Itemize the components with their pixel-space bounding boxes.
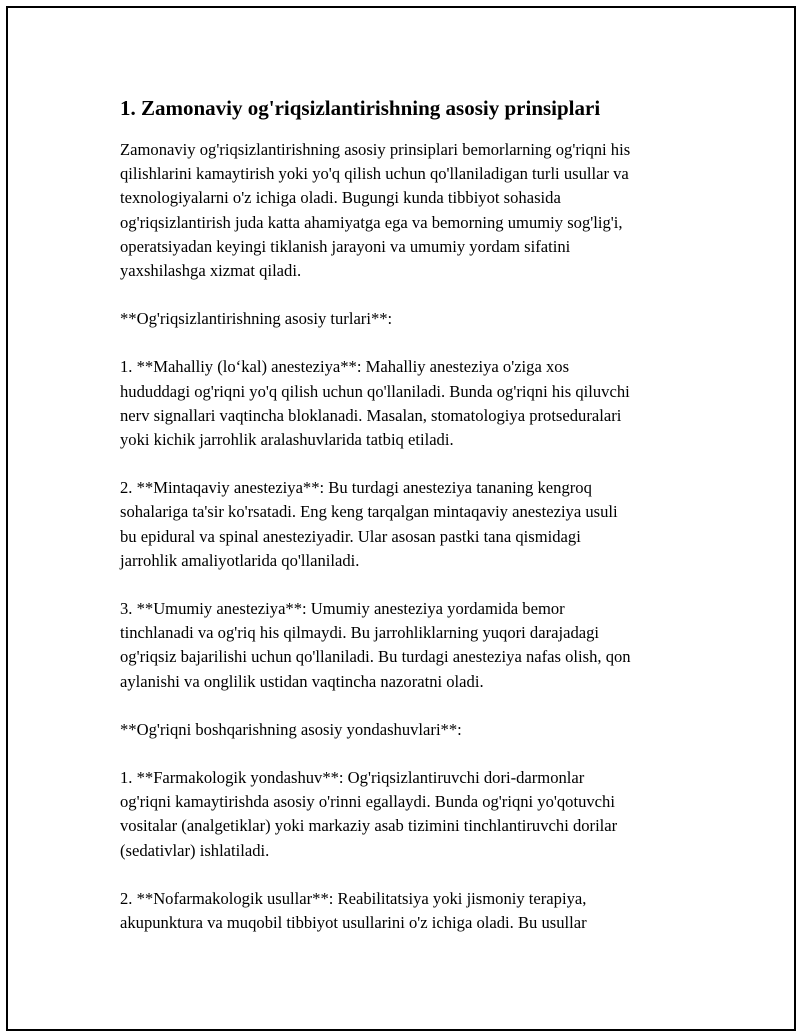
document-title: 1. Zamonaviy og'riqsizlantirishning asosiy prinsiplari	[120, 96, 601, 120]
text-line: 2. **Nofarmakologik usullar**: Reabilitatsiya yoki jismoniy terapiya,	[120, 888, 587, 908]
text-line: **Og'riqsizlantirishning asosiy turlari**:	[120, 309, 393, 329]
text-line: 2. **Mintaqaviy anesteziya**: Bu turdagi anesteziya tananing kengroq	[120, 478, 592, 498]
text-line: (sedativlar) ishlatiladi.	[120, 840, 270, 860]
document-page	[6, 6, 796, 1031]
text-line: yoki kichik jarrohlik aralashuvlarida tatbiq etiladi.	[120, 430, 454, 450]
list-item-regional-anesthesia	[120, 476, 720, 573]
text-line: texnologiyalarni o'z ichiga oladi. Bugungi kunda tibbiyot sohasida	[120, 188, 561, 208]
section-heading-types	[120, 307, 720, 331]
text-line: akupunktura va muqobil tibbiyot usullarini o'z ichiga oladi. Bu usullar	[120, 913, 587, 933]
paragraph-intro	[120, 138, 720, 283]
text-line: operatsiyadan keyingi tiklanish jarayoni va umumiy yordam sifatini	[120, 236, 571, 256]
list-item-general-anesthesia	[120, 597, 720, 694]
text-line: vositalar (analgetiklar) yoki markaziy asab tizimini tinchlantiruvchi dorilar	[120, 816, 618, 836]
text-line: hududdagi og'riqni yo'q qilish uchun qo'llaniladi. Bunda og'riqni his qiluvchi	[120, 381, 630, 401]
text-line: og'riqsizlantirish juda katta ahamiyatga ega va bemorning umumiy sog'lig'i,	[120, 212, 623, 232]
list-item-nonpharmacological	[120, 887, 720, 935]
list-item-pharmacological	[120, 766, 720, 863]
text-line: tinchlanadi va og'riq his qilmaydi. Bu jarrohliklarning yuqori darajadagi	[120, 623, 600, 643]
text-line: og'riqni kamaytirishda asosiy o'rinni egallaydi. Bunda og'riqni yo'qotuvchi	[120, 792, 615, 812]
section-heading-approaches	[120, 718, 720, 742]
text-line: nerv signallari vaqtincha bloklanadi. Masalan, stomatologiya protseduralari	[120, 405, 622, 425]
text-line: 3. **Umumiy anesteziya**: Umumiy anesteziya yordamida bemor	[120, 599, 565, 619]
text-line: 1. **Farmakologik yondashuv**: Og'riqsizlantiruvchi dori-darmonlar	[120, 768, 585, 788]
text-line: qilishlarini kamaytirish yoki yo'q qilish uchun qo'llaniladigan turli usullar va	[120, 164, 629, 184]
document-body	[120, 94, 720, 959]
text-line: aylanishi va onglilik ustidan vaqtincha nazoratni oladi.	[120, 671, 484, 691]
text-line: yaxshilashga xizmat qiladi.	[120, 261, 302, 281]
text-line: Zamonaviy og'riqsizlantirishning asosiy prinsiplari bemorlarning og'riqni his	[120, 140, 631, 159]
text-line: 1. **Mahalliy (lo‘kal) anesteziya**: Mahalliy anesteziya o'ziga xos	[120, 357, 570, 377]
list-item-local-anesthesia	[120, 355, 720, 452]
text-line: og'riqsiz bajarilishi uchun qo'llaniladi. Bu turdagi anesteziya nafas olish, qon	[120, 647, 631, 667]
text-line: jarrohlik amaliyotlarida qo'llaniladi.	[120, 550, 360, 570]
text-line: bu epidural va spinal anesteziyadir. Ular asosan pastki tana qismidagi	[120, 526, 581, 546]
text-line: **Og'riqni boshqarishning asosiy yondashuvlari**:	[120, 719, 462, 739]
text-line: sohalariga ta'sir ko'rsatadi. Eng keng tarqalgan mintaqaviy anesteziya usuli	[120, 502, 618, 522]
